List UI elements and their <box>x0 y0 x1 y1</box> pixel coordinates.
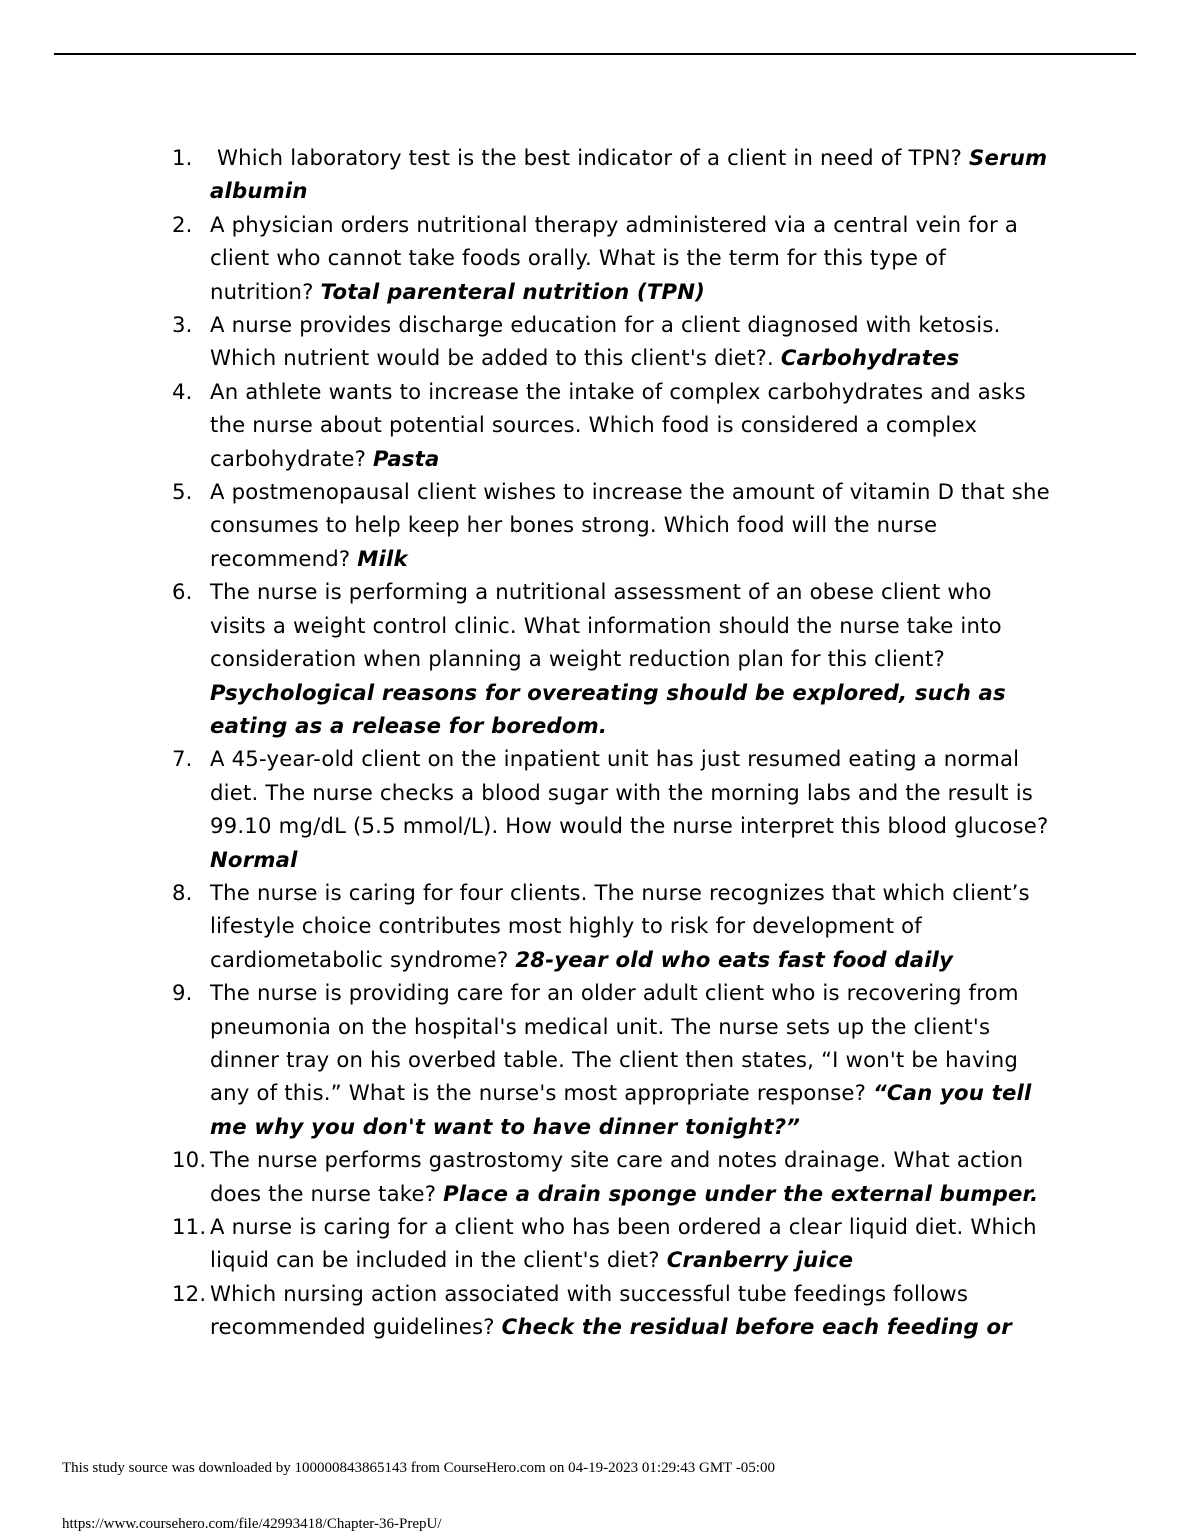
top-divider <box>54 53 1136 55</box>
answer-text: Pasta <box>373 445 440 471</box>
list-item <box>172 1277 1052 1344</box>
answer-text: Normal <box>210 846 298 872</box>
question-text: A 45-year-old client on the inpatient unit has just resumed eating a normal diet. The nurse checks a blood sugar with the morning labs and the result is 99.10 mg/dL (5.5 mmol/L). How would the nurse interpret this blood glucose? <box>210 746 1056 839</box>
question-text: A nurse provides discharge education for a client diagnosed with ketosis. Which nutrient would be added to this client's diet?. <box>210 312 1008 371</box>
list-item <box>172 308 1052 375</box>
question-text: The nurse is performing a nutritional assessment of an obese client who visits a weight control clinic. What information should the nurse take into consideration when planning a weight reduction plan for this client? <box>210 579 1009 672</box>
answer-text: Milk <box>357 545 408 571</box>
question-text: The nurse is providing care for an older adult client who is recovering from pneumonia on the hospital's medical unit. The nurse sets up the client's dinner tray on his overbed table. The client then states, “I won't be having any of this.” What is the nurse's most appropriate response? <box>210 980 1026 1106</box>
item-number: 7. <box>172 746 193 772</box>
answer-text: Total parenteral nutrition (TPN) <box>320 278 706 304</box>
item-number: 3. <box>172 312 193 338</box>
list-item <box>172 208 1052 308</box>
list-item <box>172 141 1055 208</box>
answer-text: Cranberry juice <box>666 1247 854 1273</box>
list-item <box>172 375 1052 475</box>
item-number: 12. <box>172 1280 207 1306</box>
item-number: 5. <box>172 479 193 505</box>
download-source-notice: This study source was downloaded by 100000843865143 from CourseHero.com on 04-19-2023 01:29:43 GMT -05:00 <box>62 1460 775 1476</box>
question-list <box>172 141 1057 1344</box>
item-number: 4. <box>172 378 193 404</box>
source-url[interactable]: https://www.coursehero.com/file/42993418/Chapter-36-PrepU/ <box>62 1516 442 1532</box>
item-number: 8. <box>172 879 193 905</box>
question-text: A physician orders nutritional therapy administered via a central vein for a client who cannot take foods orally. What is the term for this type of nutrition? <box>210 211 1025 304</box>
list-item <box>172 575 1052 742</box>
question-text: A nurse is caring for a client who has been ordered a clear liquid diet. Which liquid can be included in the client's diet? <box>210 1214 1044 1273</box>
item-number: 1. <box>172 145 193 170</box>
question-text: The nurse performs gastrostomy site care and notes drainage. What action does the nurse take? <box>210 1147 1031 1206</box>
question-text: A postmenopausal client wishes to increase the amount of vitamin D that she consumes to help keep her bones strong. Which food will the nurse recommend? <box>210 479 1057 571</box>
question-text: Which laboratory test is the best indicator of a client in need of TPN? <box>210 145 970 170</box>
answer-text: Check the residual before each feeding or <box>501 1314 1012 1340</box>
list-item <box>172 1210 1052 1277</box>
list-item <box>172 475 1057 575</box>
answer-text: Carbohydrates <box>780 345 960 371</box>
question-text: The nurse is caring for four clients. The nurse recognizes that which client’s lifestyle choice contributes most highly to risk for development of cardiometabolic syndrome? <box>210 879 1037 972</box>
item-number: 11. <box>172 1214 207 1239</box>
question-text: An athlete wants to increase the intake of complex carbohydrates and asks the nurse about potential sources. Which food is considered a complex carbohydrate? <box>210 378 1033 471</box>
answer-text: Place a drain sponge under the external bumper. <box>443 1180 1039 1206</box>
item-number: 6. <box>172 579 193 605</box>
item-number: 2. <box>172 211 193 237</box>
answer-text: “Can you tell me why you don't want to have dinner tonight?” <box>210 1080 1040 1139</box>
item-number: 9. <box>172 980 193 1006</box>
answer-text: Psychological reasons for overeating should be explored, such as eating as a release for boredom. <box>210 679 1014 738</box>
list-item <box>172 976 1052 1143</box>
question-text: Which nursing action associated with successful tube feedings follows recommended guidelines? <box>210 1280 976 1340</box>
list-item <box>172 876 1052 976</box>
list-item <box>172 1143 1052 1210</box>
item-number: 10. <box>172 1147 207 1173</box>
list-item <box>172 742 1056 876</box>
answer-text: 28-year old who eats fast food daily <box>515 946 954 972</box>
answer-text: Serum albumin <box>210 145 1055 204</box>
